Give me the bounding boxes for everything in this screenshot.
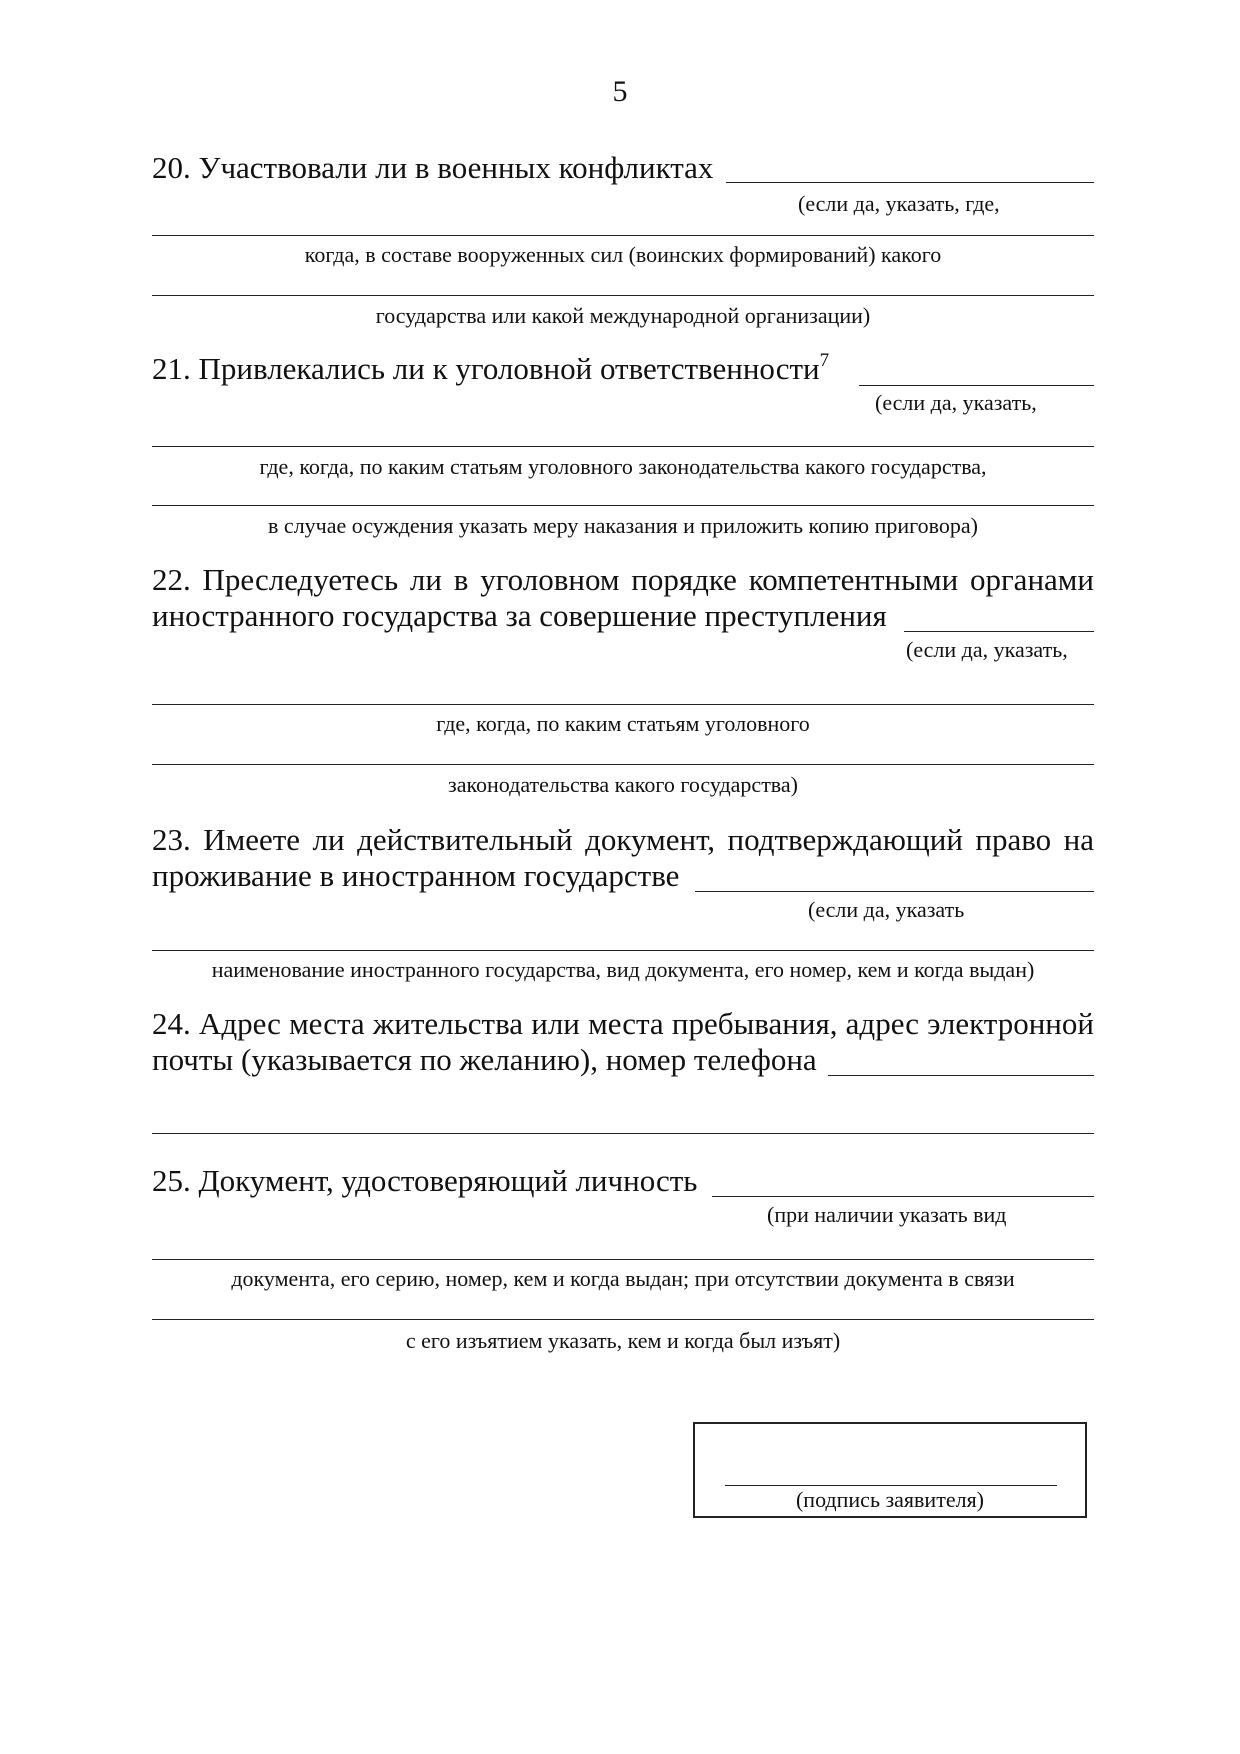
q20-answer-line-1[interactable] bbox=[726, 182, 1094, 183]
q25-answer-line-1[interactable] bbox=[712, 1196, 1094, 1197]
question-23-line-1: 23. Имеете ли действительный документ, подтверждающий право на bbox=[152, 822, 1094, 857]
q21-answer-line-2[interactable] bbox=[152, 446, 1094, 447]
q22-hint-3: законодательства какого государства) bbox=[448, 772, 798, 797]
question-20-label: 20. Участвовали ли в военных конфликтах bbox=[152, 150, 714, 185]
footnote-mark: 7 bbox=[819, 349, 830, 371]
question-25-label: 25. Документ, удостоверяющий личность bbox=[152, 1163, 698, 1198]
q20-hint-1: (если да, указать, где, bbox=[798, 191, 1000, 216]
question-22-line-2: иностранного государства за совершение преступления bbox=[152, 598, 887, 633]
q20-answer-line-2[interactable] bbox=[152, 235, 1094, 236]
q22-hint-2: где, когда, по каким статьям уголовного bbox=[436, 711, 810, 736]
question-22-line-1: 22. Преследуетесь ли в уголовном порядке компетентными органами bbox=[152, 562, 1094, 597]
q23-answer-line-2[interactable] bbox=[152, 950, 1094, 951]
q21-hint-3: в случае осуждения указать меру наказания и приложить копию приговора) bbox=[268, 513, 978, 538]
signature-box bbox=[693, 1422, 1087, 1518]
q22-hint-1: (если да, указать, bbox=[906, 637, 1068, 662]
q20-hint-3: государства или какой международной организации) bbox=[375, 303, 871, 328]
question-23-line-2: проживание в иностранном государстве bbox=[152, 858, 680, 893]
q22-answer-line-3[interactable] bbox=[152, 764, 1094, 765]
q25-answer-line-3[interactable] bbox=[152, 1319, 1094, 1320]
q20-hint-2: когда, в составе вооруженных сил (воинских формирований) какого bbox=[304, 242, 942, 267]
q21-hint-1: (если да, указать, bbox=[875, 390, 1037, 415]
question-24-line-2: почты (указывается по желанию), номер телефона bbox=[152, 1042, 817, 1077]
q22-answer-line-1[interactable] bbox=[904, 631, 1094, 632]
q25-hint-2: документа, его серию, номер, кем и когда выдан; при отсутствии документа в связи bbox=[231, 1266, 1015, 1291]
question-21-label bbox=[152, 351, 829, 387]
q22-answer-line-2[interactable] bbox=[152, 704, 1094, 705]
q23-hint-2: наименование иностранного государства, вид документа, его номер, кем и когда выдан) bbox=[211, 957, 1035, 982]
question-21-text: 21. Привлекались ли к уголовной ответственности bbox=[152, 351, 820, 386]
q25-answer-line-2[interactable] bbox=[152, 1259, 1094, 1260]
question-24-line-1: 24. Адрес места жительства или места пребывания, адрес электронной bbox=[152, 1006, 1094, 1041]
q24-answer-line-2[interactable] bbox=[152, 1133, 1094, 1134]
q23-answer-line-1[interactable] bbox=[695, 891, 1094, 892]
q23-hint-1: (если да, указать bbox=[808, 897, 965, 922]
page-number: 5 bbox=[612, 75, 628, 108]
q25-hint-3: с его изъятием указать, кем и когда был изъят) bbox=[405, 1328, 841, 1353]
signature-caption: (подпись заявителя) bbox=[795, 1487, 985, 1512]
q25-hint-1: (при наличии указать вид bbox=[767, 1202, 1007, 1227]
q20-answer-line-3[interactable] bbox=[152, 295, 1094, 296]
q21-hint-2: где, когда, по каким статьям уголовного законодательства какого государства, bbox=[259, 454, 987, 479]
q21-answer-line-1[interactable] bbox=[859, 385, 1094, 386]
q21-answer-line-3[interactable] bbox=[152, 505, 1094, 506]
q24-answer-line-1[interactable] bbox=[828, 1075, 1094, 1076]
